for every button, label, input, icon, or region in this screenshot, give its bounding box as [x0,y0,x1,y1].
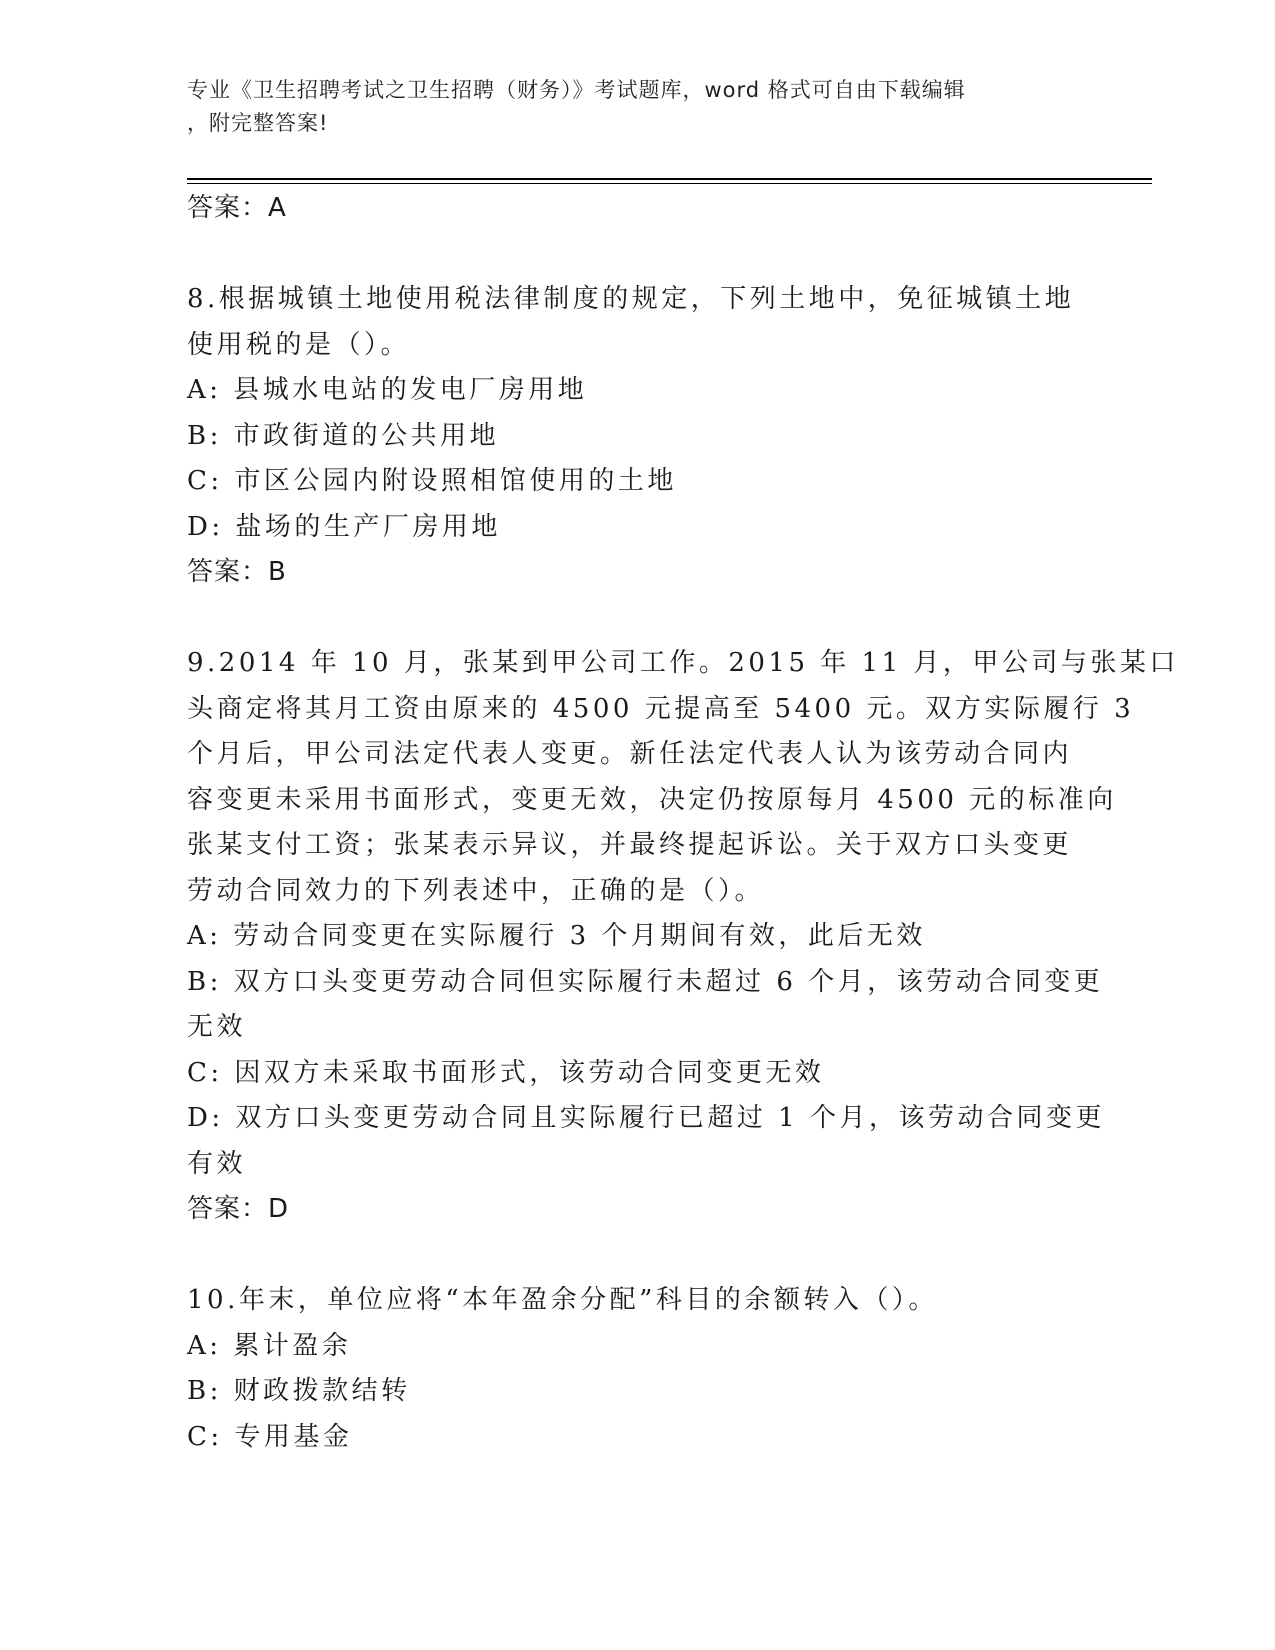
option-d-continued: 有效 [187,1148,247,1179]
question-stem-line: 使用税的是（）。 [187,329,411,360]
question-stem-line: 10.年末，单位应将“本年盈余分配”科目的余额转入（）。 [187,1285,938,1315]
question-8 [187,277,1087,596]
spacer [187,1233,1087,1279]
header-rule-thin [187,183,1152,184]
question-stem-line: 8.根据城镇土地使用税法律制度的规定，下列土地中，免征城镇土地 [187,284,1075,314]
option-b-continued: 无效 [187,1012,247,1042]
question-stem-line: 劳动合同效力的下列表述中，正确的是（）。 [187,875,765,906]
option-b: B: 市政街道的公共用地 [187,420,500,451]
question-stem-line: 容变更未采用书面形式，变更无效，决定仍按原每月 4500 元的标准向 [187,784,1117,815]
question-9 [187,641,1179,1233]
question-10 [187,1278,1087,1460]
header-rule-thick [187,178,1152,180]
option-c: C: 因双方未采取书面形式，该劳动合同变更无效 [187,1057,825,1088]
option-b: B: 财政拨款结转 [187,1376,411,1406]
option-a: A: 县城水电站的发电厂房用地 [187,375,588,405]
option-a: A: 劳动合同变更在实际履行 3 个月期间有效，此后无效 [187,921,926,951]
answer-previous: 答案：A [187,193,287,223]
option-a: A: 累计盈余 [187,1330,352,1361]
question-stem-line: 9.2014 年 10 月，张某到甲公司工作。2015 年 11 月，甲公司与张某口 [187,648,1179,678]
option-c: C: 专用基金 [187,1421,353,1452]
spacer [187,232,1087,278]
question-stem-line: 头商定将其月工资由原来的 4500 元提高至 5400 元。双方实际履行 3 [187,693,1135,724]
spacer [187,596,1087,642]
header-line-1: 专业《卫生招聘考试之卫生招聘（财务）》考试题库，word 格式可自由下载编辑 [187,78,966,102]
question-stem-line: 个月后，甲公司法定代表人变更。新任法定代表人认为该劳动合同内 [187,739,1073,769]
option-d: D: 双方口头变更劳动合同且实际履行已超过 1 个月，该劳动合同变更 [187,1103,1105,1133]
header-line-2: ，附完整答案! [187,111,329,135]
option-c: C: 市区公园内附设照相馆使用的土地 [187,466,677,496]
answer-8: 答案：B [187,557,287,587]
document-header [187,74,1067,140]
question-stem-line: 张某支付工资；张某表示异议，并最终提起诉讼。关于双方口头变更 [187,830,1073,860]
option-b: B: 双方口头变更劳动合同但实际履行未超过 6 个月，该劳动合同变更 [187,966,1104,997]
answer-9: 答案：D [187,1194,290,1224]
page-content [187,186,1179,1460]
option-d: D: 盐场的生产厂房用地 [187,511,501,542]
